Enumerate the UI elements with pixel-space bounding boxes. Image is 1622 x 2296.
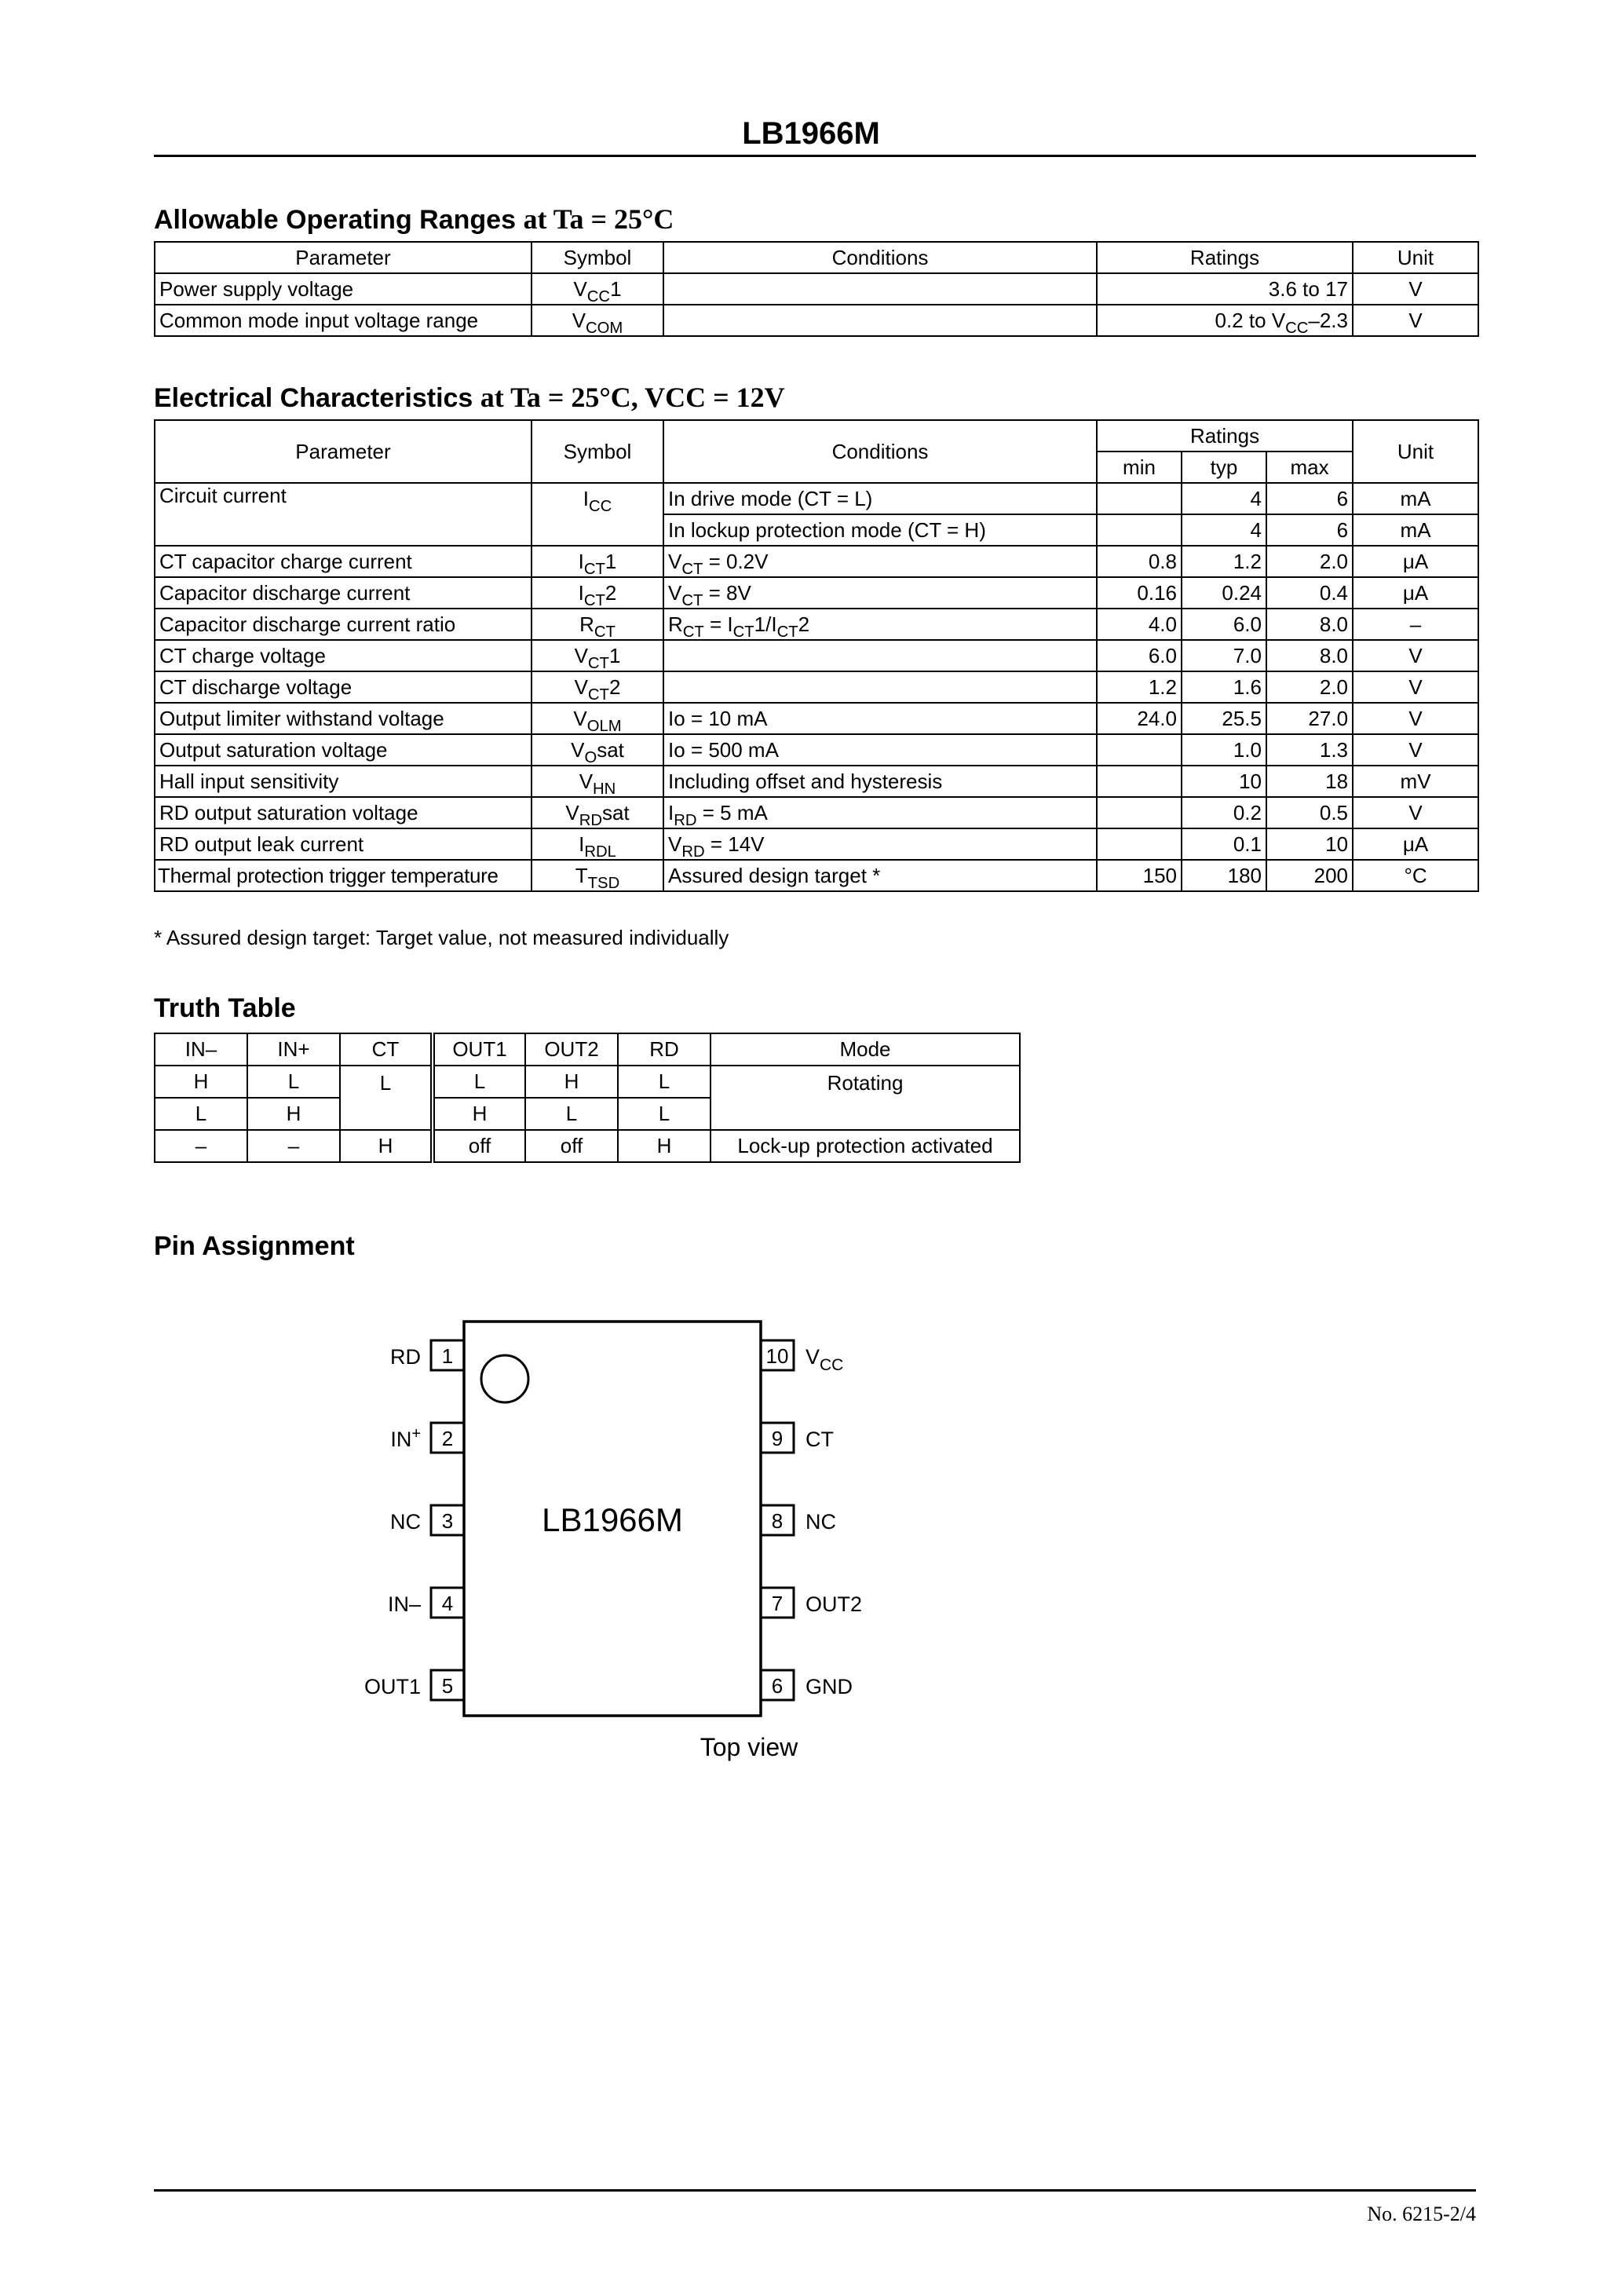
pin-name: GND xyxy=(806,1675,853,1698)
header-unit: Unit xyxy=(1353,420,1478,483)
max-cell: 27.0 xyxy=(1266,703,1353,734)
typ-cell: 1.6 xyxy=(1182,671,1266,703)
unit-cell: V xyxy=(1353,734,1478,766)
cell: – xyxy=(247,1130,340,1162)
unit-cell: V xyxy=(1353,797,1478,828)
max-cell: 6 xyxy=(1266,514,1353,546)
symbol-cell: $V_{HN}$ xyxy=(532,766,663,797)
unit-cell: μA xyxy=(1353,577,1478,609)
cell: H xyxy=(155,1066,247,1098)
cell: Lock-up protection activated xyxy=(711,1130,1020,1162)
min-cell: 24.0 xyxy=(1097,703,1182,734)
pin-name: OUT2 xyxy=(806,1592,863,1616)
parameter-cell: Thermal protection trigger temperature xyxy=(155,860,532,891)
header-symbol: Symbol xyxy=(532,242,663,273)
typ-cell: 0.24 xyxy=(1182,577,1266,609)
cell: off xyxy=(525,1130,618,1162)
pin-name: $V_{CC}$ xyxy=(806,1345,844,1374)
pin-number: 10 xyxy=(765,1344,789,1368)
cell: H xyxy=(433,1098,525,1130)
typ-cell: 7.0 xyxy=(1182,640,1266,671)
cell: L xyxy=(247,1066,340,1098)
pin-number: 3 xyxy=(441,1509,454,1533)
header-out1: OUT1 xyxy=(433,1033,525,1066)
operating-ranges-condition: at Ta = 25°C xyxy=(523,203,674,235)
typ-cell: 4 xyxy=(1182,514,1266,546)
header-out2: OUT2 xyxy=(525,1033,618,1066)
header-parameter: Parameter xyxy=(155,242,532,273)
pin-number: 4 xyxy=(441,1592,454,1615)
typ-cell: 0.2 xyxy=(1182,797,1266,828)
symbol-cell: $R_{CT}$ xyxy=(532,609,663,640)
max-cell: 10 xyxy=(1266,828,1353,860)
cell: – xyxy=(155,1130,247,1162)
conditions-cell: Io = 500 mA xyxy=(663,734,1097,766)
operating-ranges-heading: Allowable Operating Ranges xyxy=(154,205,516,235)
min-cell: 1.2 xyxy=(1097,671,1182,703)
symbol-cell: $I_{RDL}$ xyxy=(532,828,663,860)
cell: L xyxy=(340,1066,433,1130)
header-ratings: Ratings xyxy=(1097,242,1353,273)
cell: H xyxy=(340,1130,433,1162)
max-cell: 200 xyxy=(1266,860,1353,891)
truth-table-title: Truth Table xyxy=(154,993,296,1023)
header-in-minus: IN– xyxy=(155,1033,247,1066)
pin-number: 2 xyxy=(441,1427,454,1450)
typ-cell: 25.5 xyxy=(1182,703,1266,734)
parameter-cell: Circuit current xyxy=(155,483,532,546)
symbol-cell: $T_{TSD}$ xyxy=(532,860,663,891)
typ-cell: 0.1 xyxy=(1182,828,1266,860)
unit-cell: V xyxy=(1353,703,1478,734)
unit-cell: – xyxy=(1353,609,1478,640)
parameter-cell: RD output saturation voltage xyxy=(155,797,532,828)
symbol-cell: $I_{CC}$ xyxy=(532,483,663,546)
header-max: max xyxy=(1266,452,1353,483)
cell: H xyxy=(247,1098,340,1130)
min-cell: 0.16 xyxy=(1097,577,1182,609)
symbol-cell: $I_{CT}2$ xyxy=(532,577,663,609)
header-mode: Mode xyxy=(711,1033,1020,1066)
parameter-cell: CT charge voltage xyxy=(155,640,532,671)
footer-rule xyxy=(154,2189,1476,2192)
parameter-cell: Capacitor discharge current xyxy=(155,577,532,609)
symbol-cell: $V_{OLM}$ xyxy=(532,703,663,734)
cell: L xyxy=(525,1098,618,1130)
min-cell: 0.8 xyxy=(1097,546,1182,577)
min-cell: 150 xyxy=(1097,860,1182,891)
min-cell: 6.0 xyxy=(1097,640,1182,671)
unit-cell: mA xyxy=(1353,483,1478,514)
conditions-cell: $R_{CT} = I_{CT}1/I_{CT}2$ xyxy=(663,609,1097,640)
header-min: min xyxy=(1097,452,1182,483)
typ-cell: 1.2 xyxy=(1182,546,1266,577)
parameter-cell: Capacitor discharge current ratio xyxy=(155,609,532,640)
header-rd: RD xyxy=(618,1033,711,1066)
header-parameter: Parameter xyxy=(155,420,532,483)
header-symbol: Symbol xyxy=(532,420,663,483)
conditions-cell: Including offset and hysteresis xyxy=(663,766,1097,797)
top-view-label: Top view xyxy=(700,1733,798,1761)
pin-name: CT xyxy=(806,1428,834,1451)
ratings-cell: 0.2 to $V_{CC}-2.3$ xyxy=(1097,305,1353,336)
pin-number: 9 xyxy=(771,1427,784,1450)
conditions-cell: $V_{CT} = 0.2V$ xyxy=(663,546,1097,577)
cell: Rotating xyxy=(711,1066,1020,1130)
parameter-cell: CT discharge voltage xyxy=(155,671,532,703)
header-unit: Unit xyxy=(1353,242,1478,273)
max-cell: 2.0 xyxy=(1266,671,1353,703)
header-conditions: Conditions xyxy=(663,420,1097,483)
typ-cell: 4 xyxy=(1182,483,1266,514)
pin-name: IN+ xyxy=(390,1425,421,1451)
pin-assignment-title: Pin Assignment xyxy=(154,1231,355,1261)
pin-number: 5 xyxy=(441,1674,454,1698)
max-cell: 0.5 xyxy=(1266,797,1353,828)
parameter-cell: RD output leak current xyxy=(155,828,532,860)
unit-cell: °C xyxy=(1353,860,1478,891)
cell: L xyxy=(618,1098,711,1130)
unit-cell: V xyxy=(1353,273,1478,305)
cell: off xyxy=(433,1130,525,1162)
header-typ: typ xyxy=(1182,452,1266,483)
footnote: * Assured design target: Target value, not measured individually xyxy=(154,926,729,949)
max-cell: 18 xyxy=(1266,766,1353,797)
symbol-cell: $V_{COM}$ xyxy=(532,305,663,336)
conditions-cell: Io = 10 mA xyxy=(663,703,1097,734)
pin-number: 6 xyxy=(771,1674,784,1698)
unit-cell: μA xyxy=(1353,828,1478,860)
conditions-cell: $V_{CT} = 8V$ xyxy=(663,577,1097,609)
typ-cell: 10 xyxy=(1182,766,1266,797)
max-cell: 8.0 xyxy=(1266,640,1353,671)
symbol-cell: $V_{CT}2$ xyxy=(532,671,663,703)
typ-cell: 180 xyxy=(1182,860,1266,891)
pin-name: IN– xyxy=(387,1592,421,1616)
pin-number: 1 xyxy=(441,1344,454,1368)
pin-name: RD xyxy=(390,1345,421,1369)
pin1-marker-icon xyxy=(481,1355,528,1402)
cell: H xyxy=(525,1066,618,1098)
pin-number: 7 xyxy=(771,1592,784,1615)
parameter-cell: Hall input sensitivity xyxy=(155,766,532,797)
symbol-cell: $I_{CT}1$ xyxy=(532,546,663,577)
header-in-plus: IN+ xyxy=(247,1033,340,1066)
parameter-cell: CT capacitor charge current xyxy=(155,546,532,577)
document-number: No. 6215-2/4 xyxy=(1367,2203,1476,2225)
cell: H xyxy=(618,1130,711,1162)
cell: L xyxy=(433,1066,525,1098)
symbol-cell: $V_{CC}1$ xyxy=(532,273,663,305)
ratings-cell: 3.6 to 17 xyxy=(1097,273,1353,305)
max-cell: 1.3 xyxy=(1266,734,1353,766)
typ-cell: 6.0 xyxy=(1182,609,1266,640)
parameter-cell: Common mode input voltage range xyxy=(155,305,532,336)
symbol-cell: $V_{RD}sat$ xyxy=(532,797,663,828)
max-cell: 6 xyxy=(1266,483,1353,514)
cell: L xyxy=(155,1098,247,1130)
symbol-cell: $V_Osat$ xyxy=(532,734,663,766)
header-ratings: Ratings xyxy=(1097,420,1353,452)
pin-number: 8 xyxy=(771,1509,784,1533)
conditions-cell: Assured design target * xyxy=(663,860,1097,891)
pin-name: NC xyxy=(806,1510,836,1534)
cell: L xyxy=(618,1066,711,1098)
conditions-cell: $V_{RD} = 14V$ xyxy=(663,828,1097,860)
header-ct: CT xyxy=(340,1033,433,1066)
page-title: LB1966M xyxy=(742,116,880,151)
pin-name: NC xyxy=(390,1510,421,1534)
conditions-cell: $I_{RD} = 5$ mA xyxy=(663,797,1097,828)
max-cell: 2.0 xyxy=(1266,546,1353,577)
conditions-cell: In lockup protection mode (CT = H) xyxy=(663,514,1097,546)
unit-cell: V xyxy=(1353,640,1478,671)
unit-cell: V xyxy=(1353,671,1478,703)
parameter-cell: Output saturation voltage xyxy=(155,734,532,766)
unit-cell: mV xyxy=(1353,766,1478,797)
typ-cell: 1.0 xyxy=(1182,734,1266,766)
unit-cell: mA xyxy=(1353,514,1478,546)
parameter-cell: Output limiter withstand voltage xyxy=(155,703,532,734)
unit-cell: V xyxy=(1353,305,1478,336)
pin-name: OUT1 xyxy=(363,1675,421,1698)
chip-label: LB1966M xyxy=(542,1501,683,1538)
symbol-cell: $V_{CT}1$ xyxy=(532,640,663,671)
max-cell: 8.0 xyxy=(1266,609,1353,640)
electrical-condition: at Ta = 25°C, VCC = 12V xyxy=(480,382,785,413)
max-cell: 0.4 xyxy=(1266,577,1353,609)
unit-cell: μA xyxy=(1353,546,1478,577)
min-cell: 4.0 xyxy=(1097,609,1182,640)
parameter-cell: Power supply voltage xyxy=(155,273,532,305)
electrical-heading: Electrical Characteristics xyxy=(154,383,473,413)
conditions-cell: In drive mode (CT = L) xyxy=(663,483,1097,514)
header-conditions: Conditions xyxy=(663,242,1097,273)
